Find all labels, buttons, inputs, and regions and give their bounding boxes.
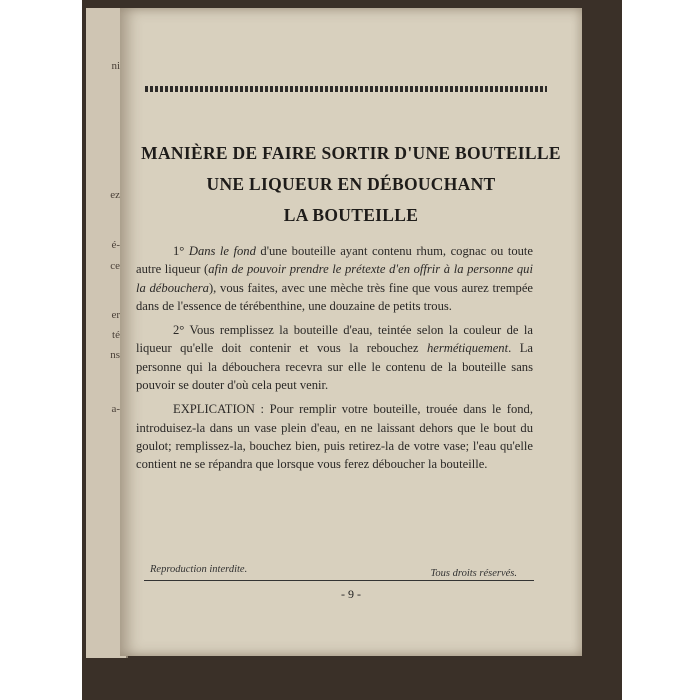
decorative-rule [145,86,547,92]
book-page [120,8,582,656]
paragraph-1: 1° Dans le fond d'une bouteille ayant contenu rhum, cognac ou toute autre liqueur (afin de pouvoir prendre le prétexte d'en offrir à la personne qui la débouchera), vous faites, avec une mèche très fine que vous aurez trempée dans de l'essence de térébenthine, une douzaine de petits trous. [136,244,533,313]
left-page-fragment: ns [110,349,120,361]
italic-phrase: afin de pouvoir prendre le prétexte d'en offrir à la personne qui la débouchera [136,262,533,295]
title-line: UNE LIQUEUR EN DÉBOUCHANT [206,174,496,194]
left-page-fragment: er [111,309,120,321]
footer-left-note: Reproduction interdite. [150,564,248,575]
italic-phrase: hermétiquement [426,341,509,356]
paragraph-2: 2° Vous remplissez la bouteille d'eau, teintée selon la couleur de la liqueur qu'elle doit contenir et vous la rebouchez hermétiquement. La personne qui la débouchera recevra sur elle le contenu de la bouteille sans pouvoir se douter d'où cela peut venir. [136,323,533,393]
page-number: - 9 - [341,587,361,601]
left-page-fragment: té [112,329,120,341]
left-page-fragment: ni [111,60,120,72]
page-title [130,138,572,231]
left-page-fragment: ce [110,260,120,272]
left-page-fragment: ez [110,189,120,201]
left-page-fragment: é- [111,239,120,251]
page-body [136,242,533,480]
paragraph-3: EXPLICATION : Pour remplir votre bouteille, trouée dans le fond, introduisez-la dans un vase plein d'eau, en ne laissant dehors que le bout du goulot; remplissez-la, bouchez bien, puis retirez-la de votre vase; l'eau qu'elle contient ne se répandra que lorsque vous ferez déboucher la bouteille. [136,402,533,472]
footer-right-note: Tous droits réservés. [430,568,517,579]
left-page-fragment: a- [111,403,120,415]
title-line: MANIÈRE DE FAIRE SORTIR D'UNE BOUTEILLE [141,143,561,163]
footer-rule [144,580,534,581]
title-line: LA BOUTEILLE [283,205,419,225]
italic-phrase: Dans le fond [188,244,256,258]
